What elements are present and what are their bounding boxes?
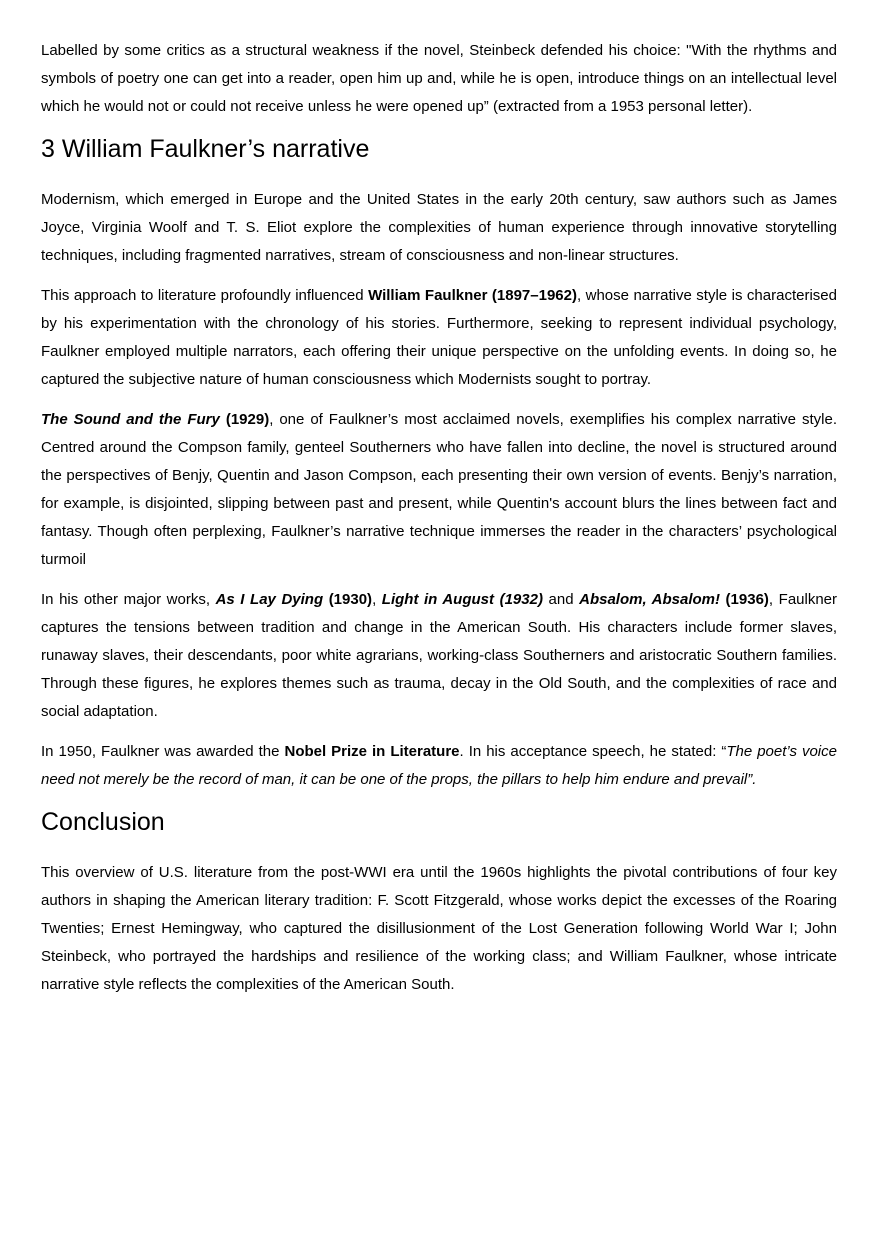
heading-conclusion [41,807,837,837]
text-run-bold-italic: Light in August (1932) [381,591,543,608]
text-run: , [372,591,382,608]
text-run: In his other major works, [41,591,216,608]
paragraph-other-works [41,586,837,726]
text-run: , whose narrative style is characterised by his experimentation with the chronology of his stories. Furthermore, seeking to represent individual psychology, Faulkner employed multiple narrators, each offering their unique perspective on the unfolding events. In doing so, he captured the subjective nature of human consciousness which Modernists sought to portray. [41,287,837,388]
text-run-bold-italic: As I Lay Dying [215,591,324,608]
text-run-bold-italic: The Sound and the Fury [41,411,220,428]
text-run-italic: The poet’s voice need not merely be the record of man, it can be one of the props, the pillars to help him endure and prevail”. [41,743,837,788]
text-run-bold: William Faulkner (1897–1962) [368,287,577,304]
paragraph-modernism [41,186,837,270]
paragraph-faulkner-style [41,282,837,394]
text-run-bold: (1936) [719,591,769,608]
heading-faulkner-narrative [41,134,837,164]
text-run: Labelled by some critics as a structural weakness if the novel, Steinbeck defended his choice: "With the rhythms and symbols of poetry one can get into a reader, open him up and, while he is open, introduce things on an intellectual level which he would not or could not receive unless he were opened up” (extracted from a 1953 personal letter). [41,42,837,115]
text-run: , one of Faulkner’s most acclaimed novels, exemplifies his complex narrative style. Centred around the Compson family, genteel Southerners who have fallen into decline, the novel is structured around the perspectives of Benjy, Quentin and Jason Compson, each presenting their own version of events. Benjy’s narration, for example, is disjointed, slipping between past and present, while Quentin's account blurs the lines between fact and fantasy. Though often perplexing, Faulkner’s narrative technique immerses the reader in the characters’ psychological turmoil [41,411,838,568]
text-run-bold: (1929) [219,411,270,428]
paragraph-nobel-prize [41,738,837,794]
paragraph-conclusion [41,859,837,999]
text-run-bold: (1930) [323,591,373,608]
text-run: . In his acceptance speech, he stated: “ [459,743,727,760]
paragraph-steinbeck-quote [41,37,837,121]
text-run: , Faulkner captures the tensions between tradition and change in the American South. His characters include former slaves, runaway slaves, their descendants, poor white agrarians, working-class Southerners and aristocratic Southern families. Through these figures, he explores themes such as trauma, decay in the Old South, and the complexities of race and social adaptation. [41,591,838,720]
text-run: and [542,591,580,608]
text-run: Conclusion [41,808,165,836]
text-run: 3 William Faulkner’s narrative [41,135,370,163]
text-run: Modernism, which emerged in Europe and the United States in the early 20th century, saw authors such as James Joyce, Virginia Woolf and T. S. Eliot explore the complexities of human experience through innovative storytelling techniques, including fragmented narratives, stream of consciousness and non-linear structures. [41,191,837,264]
text-run-bold-italic: Absalom, Absalom! [579,591,720,608]
text-run: In 1950, Faulkner was awarded the [41,743,285,760]
text-run: This overview of U.S. literature from the post-WWI era until the 1960s highlights the pivotal contributions of four key authors in shaping the American literary tradition: F. Scott Fitzgerald, whose works depict the excesses of the Roaring Twenties; Ernest Hemingway, who captured the disillusionment of the Lost Generation following World War I; John Steinbeck, who portrayed the hardships and resilience of the working class; and William Faulkner, whose intricate narrative style reflects the complexities of the American South. [41,864,837,993]
text-run: This approach to literature profoundly influenced [41,287,369,304]
paragraph-sound-and-fury [41,406,837,574]
text-run-bold: Nobel Prize in Literature [284,743,460,760]
